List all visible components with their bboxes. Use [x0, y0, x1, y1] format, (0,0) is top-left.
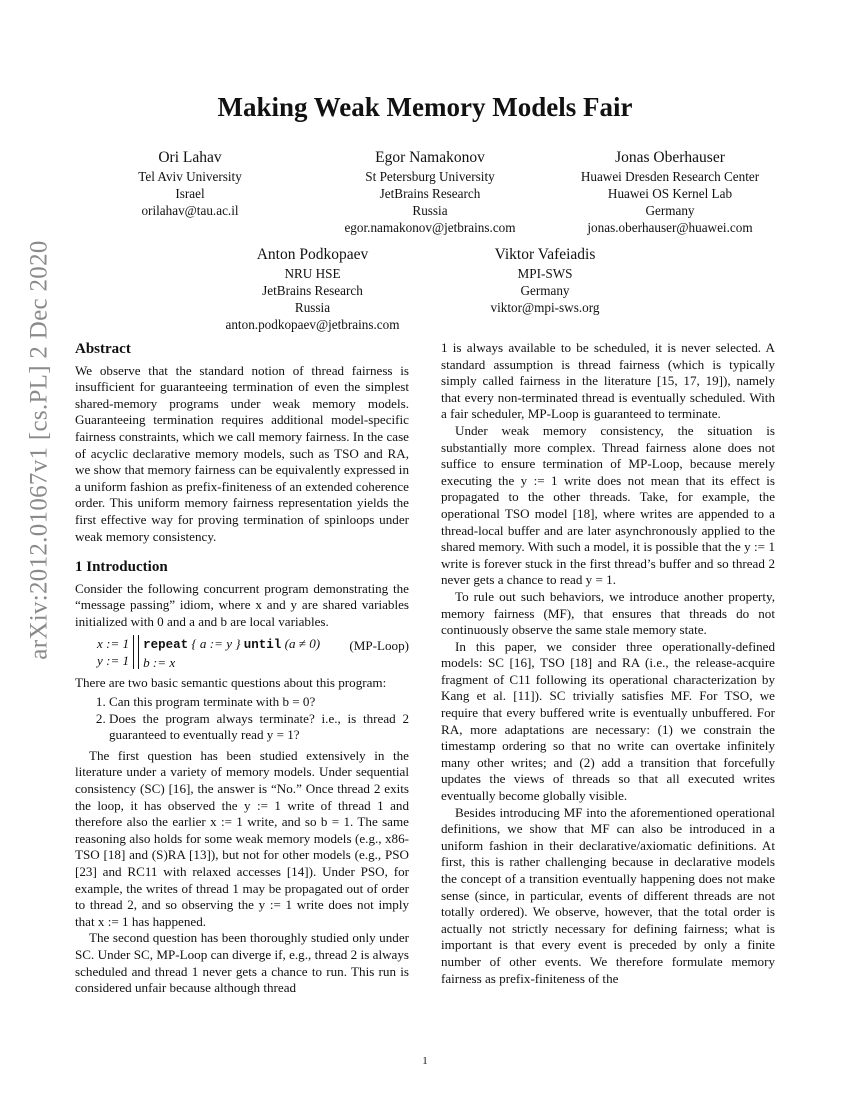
author-email[interactable]: viktor@mpi-sws.org: [490, 300, 600, 315]
author-country: Russia: [412, 203, 448, 218]
paragraph: Consider the following concurrent program demonstrating the “message passing” idiom, where x and y are shared variables initialized with 0 and a and b are local variables.: [75, 580, 409, 629]
abstract-text: We observe that the standard notion of thread fairness is insufficient for guaranteeing termination of even the simplest shared-memory programs under weak memory models. Guaranteeing termination requires additional model-specific fairness constraints, which we call memory fairness. In the case of acyclic declarative memory models, such as TSO and RA, we show that memory fairness can be equivalently expressed in a uniform fashion as prefix-finiteness of an extended coherence order. This uniform memory fairness representation yields the first effective way for proving termination of spinloops under weak memory consistency.: [75, 362, 409, 544]
code-text: { a := y }: [188, 635, 244, 651]
paragraph: Besides introducing MF into the aforementioned operational definitions, we show that MF can also be introduced in a uniform fashion in their declarative/axiomatic definitions. At first, this is rather challenging because in declarative models the concept of a transition eventually happening does not make sense (since, in particular, events of different threads are not totally ordered). We observe, however, that the total order is actually not strictly necessary for defining fairness; what is important is that every event is preceded by only a finite number of other events. We therefore formulate memory fairness as prefix-finiteness of the: [441, 804, 775, 986]
author-block: [460, 244, 630, 316]
author-name: Viktor Vafeiadis: [494, 246, 596, 263]
author-affiliation: St Petersburg University: [365, 169, 495, 184]
author-affiliation: JetBrains Research: [262, 283, 363, 298]
author-affiliation: Tel Aviv University: [138, 169, 242, 184]
author-affiliation: NRU HSE: [284, 266, 341, 281]
list-item: 1. Can this program terminate with b = 0?: [109, 694, 409, 711]
keyword: until: [243, 637, 282, 652]
right-column: [441, 340, 775, 987]
author-name: Anton Podkopaev: [256, 246, 369, 263]
author-email[interactable]: egor.namakonov@jetbrains.com: [344, 220, 516, 235]
paragraph: To rule out such behaviors, we introduce another property, memory fairness (MF), that ensures that threads do not continuously observe the same stale memory state.: [441, 588, 775, 638]
left-column: [75, 340, 409, 997]
author-email[interactable]: anton.podkopaev@jetbrains.com: [225, 317, 400, 332]
author-name: Jonas Oberhauser: [615, 149, 725, 166]
keyword: repeat: [143, 637, 189, 652]
author-name: Ori Lahav: [158, 149, 222, 166]
author-country: Germany: [520, 283, 570, 298]
paragraph: The second question has been thoroughly studied only under SC. Under SC, MP-Loop can diverge if, e.g., thread 2 is always scheduled and thread 1 never gets a chance to run. This run is considered unfair because although thread: [75, 930, 409, 996]
arxiv-stamp: [22, 180, 58, 720]
code-text: (a ≠ 0): [281, 635, 321, 651]
abstract-heading: Abstract: [75, 341, 131, 357]
author-country: Israel: [175, 186, 205, 201]
paragraph: There are two basic semantic questions about this program:: [75, 674, 387, 690]
author-affiliation: MPI-SWS: [517, 266, 573, 281]
author-block: [115, 147, 265, 219]
paragraph: 1 is always available to be scheduled, it is never selected. A standard assumption is thread fairness (which is typically simply called fairness in the literature [15, 17, 19]), namely that every non-terminated thread is eventually scheduled. With a fair scheduler, MP-Loop is guaranteed to terminate.: [441, 340, 775, 422]
paragraph: In this paper, we consider three operationally-defined models: SC [16], TSO [18] and RA (i.e., the release-acquire fragment of C11 following its operational characterization by Kang et al. [11]). SC trivially satisfies MF. For TSO, we require that every buffered write is eventually unbuffered. For RA, more adaptations are necessary: (1) we constrain the timestamp ordering so that no write can overtake infinitely many other writes; and (2) add a transition that forcefully updates the views of threads so that all executed writes eventually become globally visible.: [441, 638, 775, 804]
parallel-bar: [133, 635, 139, 669]
author-affiliation: Huawei Dresden Research Center: [580, 169, 760, 184]
author-country: Germany: [645, 203, 695, 218]
paragraph: Under weak memory consistency, the situation is substantially more complex. Thread fairness alone does not suffice to ensure termination of MP-Loop, because merely executing the y := 1 write does not mean that its effect is propagated to the other threads. Take, for example, the operational TSO model [18], where writes are appended to a thread-local buffer and are later asynchronously applied to the shared memory. With such a model, it is possible that the y := 1 write is forever stuck in the first thread’s buffer and so thread 2 never gets a chance to read y = 1.: [441, 422, 775, 588]
author-affiliation: Huawei OS Kernel Lab: [607, 186, 733, 201]
code-line: [143, 635, 320, 654]
code-line: y := 1: [97, 652, 130, 668]
thread-1-code: [97, 635, 133, 669]
program-listing: [97, 635, 409, 671]
program-label: (MP-Loop): [349, 637, 409, 653]
paper-title: Making Weak Memory Models Fair: [217, 92, 633, 122]
author-block: [320, 147, 540, 236]
code-line: x := 1: [97, 635, 130, 651]
author-email[interactable]: jonas.oberhauser@huawei.com: [587, 220, 753, 235]
author-email[interactable]: orilahav@tau.ac.il: [141, 203, 239, 218]
question-list: [75, 694, 409, 744]
page-number: 1: [422, 1055, 428, 1067]
arxiv-stamp-text: arXiv:2012.01067v1 [cs.PL] 2 Dec 2020: [26, 240, 53, 660]
author-name: Egor Namakonov: [375, 149, 485, 166]
list-item: 2. Does the program always terminate? i.e., is thread 2 guaranteed to eventually read y = 1?: [109, 711, 409, 744]
section-heading: 1 Introduction: [75, 559, 168, 576]
code-line: b := x: [143, 654, 176, 670]
author-country: Russia: [294, 300, 331, 315]
paragraph: The first question has been studied extensively in the literature under a variety of memory models. Under sequential consistency (SC) [16], the answer is “No.” Once thread 2 exits the loop, it has observed the y := 1 write of thread 1 and therefore also the earlier x := 1 write, and so b = 1. The same reasoning also holds for some weak memory models (e.g., x86-TSO [18] and (S)RA [13]), but not for other models (e.g., PSO [23] and RC11 with relaxed accesses [14]). Under PSO, for example, the writes of thread 1 may be propagated out of order to thread 2, and so observing the y := 1 write does not imply that x := 1 has happened.: [75, 747, 409, 929]
thread-2-code: [143, 635, 320, 671]
author-block: [545, 147, 795, 236]
author-block: [200, 244, 425, 333]
author-affiliation: JetBrains Research: [379, 186, 481, 201]
